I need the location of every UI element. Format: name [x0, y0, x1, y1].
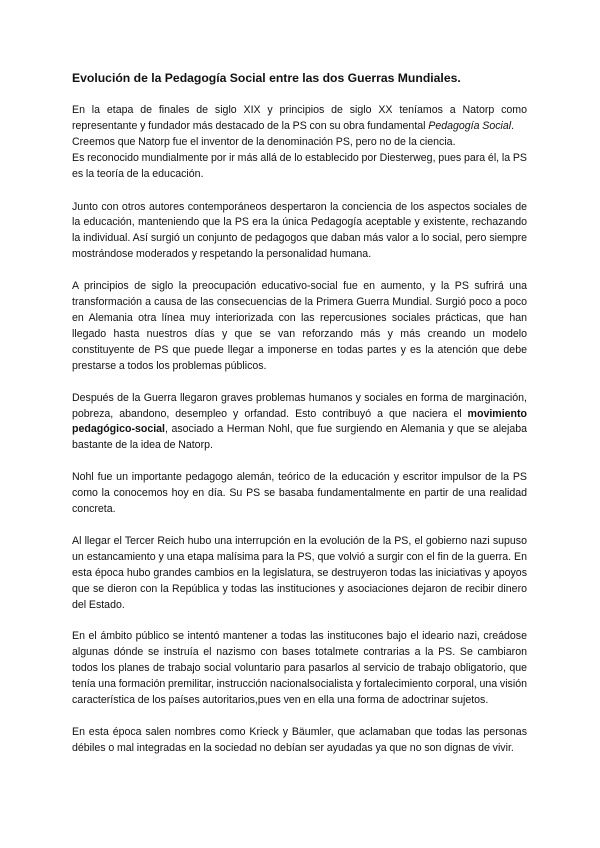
book-title: Pedagogía Social — [428, 119, 512, 132]
paragraph-first-world-war: A principios de siglo la preocupación educativo-social fue en aumento, y la PS sufrirá una transformación a causa de las consecuencias de la Primera Guerra Mundial. Surgió poco a poco en Alemania otra línea muy interiorizada con las repercusiones sociales prácticas, que han llegado hasta nuestros días y que se van reforzando más y más creando un modelo constituyente de PS que puede llegar a imponerse en todas partes y es la atención que debe prestarse a todos los problemas públicos. — [72, 280, 527, 372]
paragraph-public-sphere: En el ámbito público se intentó mantener a todas las institucones bajo el ideario nazi, creádose algunas dónde se instruía el nazismo con bases totalmete contrarias a la PS. Se cambiaron todos los planes de trabajo social voluntario para pasarlos al servicio de trabajo obligatorio, que tenía una formación premilitar, instrucción nacionalsocialista y fortalecimiento corporal, una visión característica de los países autoritarios,pues ven en ella una forma de adoctrinar sujetos. — [72, 630, 527, 707]
paragraph-natorp-period: . — [511, 119, 515, 132]
document-title: Evolución de la Pedagogía Social entre las dos Guerras Mundiales. — [72, 71, 461, 85]
paragraph-third-reich: Al llegar el Tercer Reich hubo una interrupción en la evolución de la PS, el gobierno nazi supuso un estancamiento y una etapa malísima para la PS, que volvió a surgir con el fin de la guerra. En esta época hubo grandes cambios en la legislatura, se destruyeron todas las iniciativas y apoyos que se dieron con la República y todas las instituciones y asociaciones dejaron de recibir dinero del Estado. — [72, 534, 527, 611]
paragraph-krieck-baumler: En esta época salen nombres como Krieck y Bäumler, que aclamaban que todas las personas débiles o mal integradas en la sociedad no debían ser ayudadas ya que no son dignas de vivir. — [72, 726, 527, 754]
paragraph-natorp-line-3: Es reconocido mundialmente por ir más allá de lo establecido por Diesterweg, pues para él, la PS es la teoría de la educación. — [72, 151, 527, 180]
paragraph-after-war — [72, 391, 527, 455]
paragraph-natorp-line-2: Creemos que Natorp fue el inventor de la denominación PS, pero no de la ciencia. — [72, 135, 456, 148]
paragraph-natorp — [72, 103, 527, 183]
movement-term: movimiento pedagógico-social — [72, 407, 527, 436]
paragraph-after-war-text-a: Después de la Guerra llegaron graves problemas humanos y sociales en forma de marginación, pobreza, abandono, desempleo y orfandad. Esto contribuyó a que naciera el — [72, 391, 527, 420]
paragraph-nohl: Nohl fue un importante pedagogo alemán, teórico de la educación y escritor impulsor de la PS como la conocemos hoy en día. Su PS se basaba fundamentalmente en partir de una realidad concreta. — [72, 471, 527, 516]
document-page — [72, 70, 527, 757]
paragraph-social-awareness: Junto con otros autores contemporáneos despertaron la conciencia de los aspectos sociales de la educación, manteniendo que la PS era la única Pedagogía aceptable y existente, rechazando la individual. Así surgió un conjunto de pedagogos que daban más valor a lo social, pero siempre mostrándose moderados y respetando la personalidad humana. — [72, 200, 527, 261]
paragraph-natorp-text: En la etapa de finales de siglo XIX y principios de siglo XX teníamos a Natorp como representante y fundador más destacado de la PS con su obra fundamental — [72, 104, 527, 132]
paragraph-after-war-text-b: , asociado a Herman Nohl, que fue surgiendo en Alemania y que se alejaba bastante de la idea de Natorp. — [72, 423, 527, 452]
